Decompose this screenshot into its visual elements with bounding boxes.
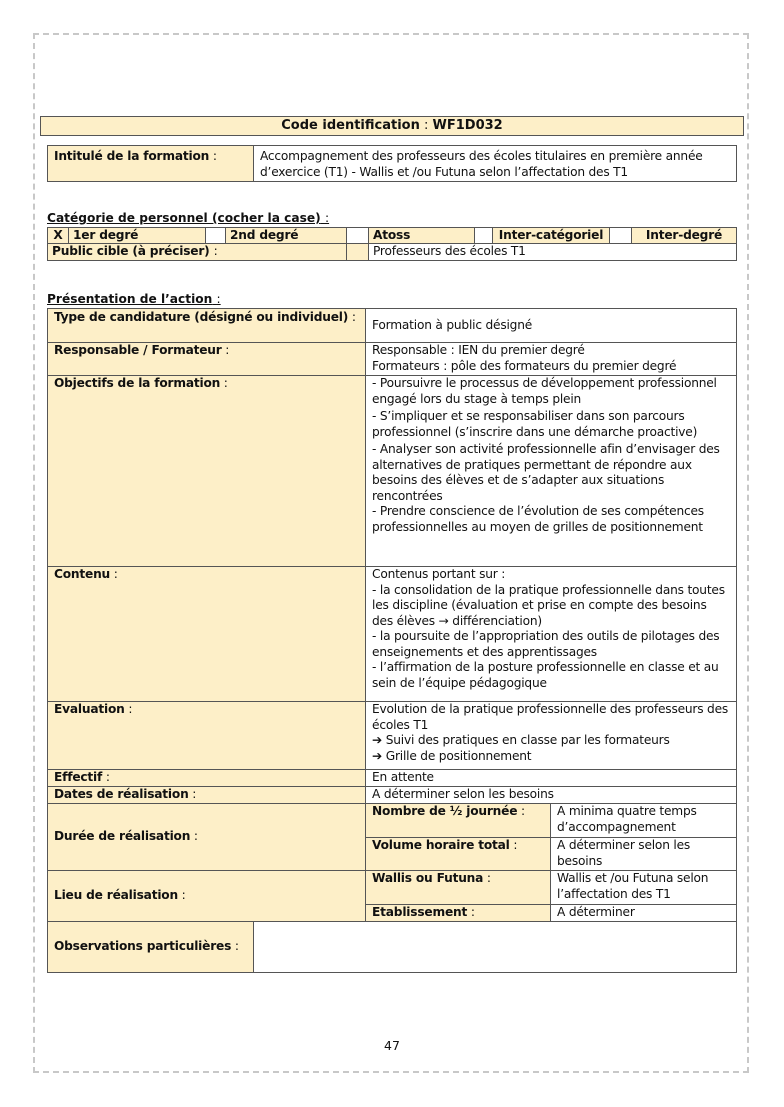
evaluation-intro: Evolution de la pratique professionnelle des professeurs des écoles T1 — [372, 702, 729, 732]
colon: : — [520, 804, 525, 818]
intitule-value: Accompagnement des professeurs des écoles titulaires en première année d’exercice (T1) - Wallis et /ou Futuna selon l’affectation des T1 — [254, 146, 737, 182]
checkbox-atoss[interactable] — [347, 228, 369, 244]
etablissement-label-cell — [366, 905, 551, 922]
contenu-label: Contenu — [54, 567, 111, 581]
objectifs-label-cell — [48, 376, 366, 567]
nombre-demi-journee-label: Nombre de ½ journée — [372, 804, 518, 818]
code-identification-value: WF1D032 — [432, 118, 503, 133]
option-1er-degre-label: 1er degré — [73, 228, 139, 242]
presentation-title — [47, 292, 221, 306]
categorie-table — [47, 227, 737, 261]
page-number: 47 — [384, 1038, 400, 1053]
wallis-futuna-label: Wallis ou Futuna — [372, 871, 484, 885]
option-1er-degre — [69, 228, 206, 244]
volume-horaire-label-cell — [366, 838, 551, 871]
contenu-intro: Contenus portant sur : — [372, 567, 506, 581]
contenu-label-cell — [48, 567, 366, 702]
intitule-table — [47, 145, 737, 182]
evaluation-item: ➔ Grille de positionnement — [372, 748, 532, 763]
effectif-label: Effectif — [54, 770, 103, 784]
lieu-label-cell — [48, 871, 366, 922]
etablissement-label: Etablissement — [372, 905, 468, 919]
checkbox-1er-degre[interactable]: X — [48, 228, 69, 244]
colon: : — [105, 770, 110, 784]
objectifs-value-cell — [366, 376, 737, 567]
option-atoss: Atoss — [369, 228, 475, 244]
categorie-title-text: Catégorie de personnel (cocher la case) — [47, 211, 321, 225]
objectif-item: - Prendre conscience de l’évolution de ses compétences professionnelles au moyen de grilles de positionnement — [372, 504, 704, 534]
colon: : — [212, 149, 217, 163]
objectif-item: - Poursuivre le processus de développement professionnel engagé lors du stage à temps plein — [372, 376, 717, 406]
evaluation-label-cell — [48, 702, 366, 770]
effectif-label-cell — [48, 770, 366, 787]
colon: : — [225, 343, 230, 357]
colon: : — [192, 787, 197, 801]
option-inter-degre: Inter-degré — [632, 228, 737, 244]
option-inter-categoriel: Inter-catégoriel — [493, 228, 610, 244]
evaluation-value-cell — [366, 702, 737, 770]
colon: : — [193, 829, 198, 844]
responsable-label-cell — [48, 343, 366, 376]
colon: : — [113, 567, 118, 581]
intitule-label: Intitulé de la formation — [54, 149, 210, 163]
volume-horaire-value: A déterminer selon les besoins — [551, 838, 737, 871]
option-2nd-degre — [226, 228, 347, 244]
checkbox-inter-degre[interactable] — [610, 228, 632, 244]
public-cible-value: Professeurs des écoles T1 — [369, 244, 737, 261]
code-identification-label: Code identification — [281, 118, 420, 133]
lieu-label: Lieu de réalisation — [54, 888, 178, 903]
public-cible-spacer — [347, 244, 369, 261]
colon: : — [470, 905, 475, 919]
observations-label: Observations particulières — [54, 939, 232, 954]
volume-horaire-label: Volume horaire total — [372, 838, 510, 852]
colon: : — [216, 292, 221, 306]
objectifs-label: Objectifs de la formation — [54, 376, 221, 390]
etablissement-value: A déterminer — [551, 905, 737, 922]
wallis-futuna-value: Wallis et /ou Futuna selon l’affectation des T1 — [551, 871, 737, 905]
option-2nd-degre-label: 2nd degré — [230, 228, 299, 242]
colon: : — [513, 838, 518, 852]
evaluation-item: ➔ Suivi des pratiques en classe par les formateurs — [372, 733, 670, 747]
colon: : — [223, 376, 228, 390]
duree-label: Durée de réalisation — [54, 829, 191, 844]
type-candidature-value: Formation à public désigné — [366, 309, 737, 343]
colon: : — [424, 118, 429, 133]
presentation-title-text: Présentation de l’action — [47, 292, 213, 306]
colon: : — [181, 888, 186, 903]
wallis-futuna-label-cell — [366, 871, 551, 905]
checkbox-inter-categoriel[interactable] — [475, 228, 493, 244]
public-cible-label-cell — [48, 244, 347, 261]
colon: : — [234, 939, 239, 954]
contenu-item: - la consolidation de la pratique professionnelle dans toutes les discipline (évaluation et prise en compte des besoins des élèves → différenciation) — [372, 582, 725, 628]
checkbox-2nd-degre[interactable] — [206, 228, 226, 244]
duree-label-cell — [48, 804, 366, 871]
contenu-value-cell — [366, 567, 737, 702]
presentation-table — [47, 308, 737, 973]
responsable-value-cell — [366, 343, 737, 376]
colon: : — [324, 211, 330, 225]
nombre-demi-journee-value: A minima quatre temps d’accompagnement — [551, 804, 737, 838]
objectif-item: - Analyser son activité professionnelle afin d’envisager des alternatives de pratiques permettant de répondre aux besoins des élèves et de s’adapter aux situations rencontrées — [372, 442, 720, 503]
colon: : — [213, 244, 218, 258]
responsable-label: Responsable / Formateur — [54, 343, 222, 357]
contenu-item: - la poursuite de l’appropriation des outils de pilotages des enseignements et des apprentissages — [372, 629, 720, 659]
objectif-item: - S’impliquer et se responsabiliser dans son parcours professionnel (s’inscrire dans une démarche proactive) — [372, 409, 698, 439]
observations-value[interactable] — [254, 922, 737, 973]
responsable-line: Responsable : IEN du premier degré — [372, 343, 585, 357]
evaluation-label: Evaluation — [54, 702, 125, 716]
contenu-item: - l’affirmation de la posture professionnelle en classe et au sein de l’équipe pédagogique — [372, 660, 719, 690]
effectif-value: En attente — [366, 770, 737, 787]
categorie-title — [47, 211, 329, 225]
nombre-demi-journee-label-cell — [366, 804, 551, 838]
observations-label-cell — [48, 922, 254, 973]
colon: : — [351, 310, 356, 324]
formateurs-line: Formateurs : pôle des formateurs du premier degré — [372, 358, 677, 373]
dates-value: A déterminer selon les besoins — [366, 787, 737, 804]
dates-label-cell — [48, 787, 366, 804]
colon: : — [128, 702, 133, 716]
type-candidature-label: Type de candidature (désigné ou individuel) — [54, 310, 349, 324]
dates-label: Dates de réalisation — [54, 787, 189, 801]
public-cible-label: Public cible (à préciser) — [52, 244, 210, 258]
type-candidature-label-cell — [48, 309, 366, 343]
code-identification-box — [40, 116, 744, 136]
colon: : — [486, 871, 491, 885]
intitule-label-cell — [48, 146, 254, 182]
